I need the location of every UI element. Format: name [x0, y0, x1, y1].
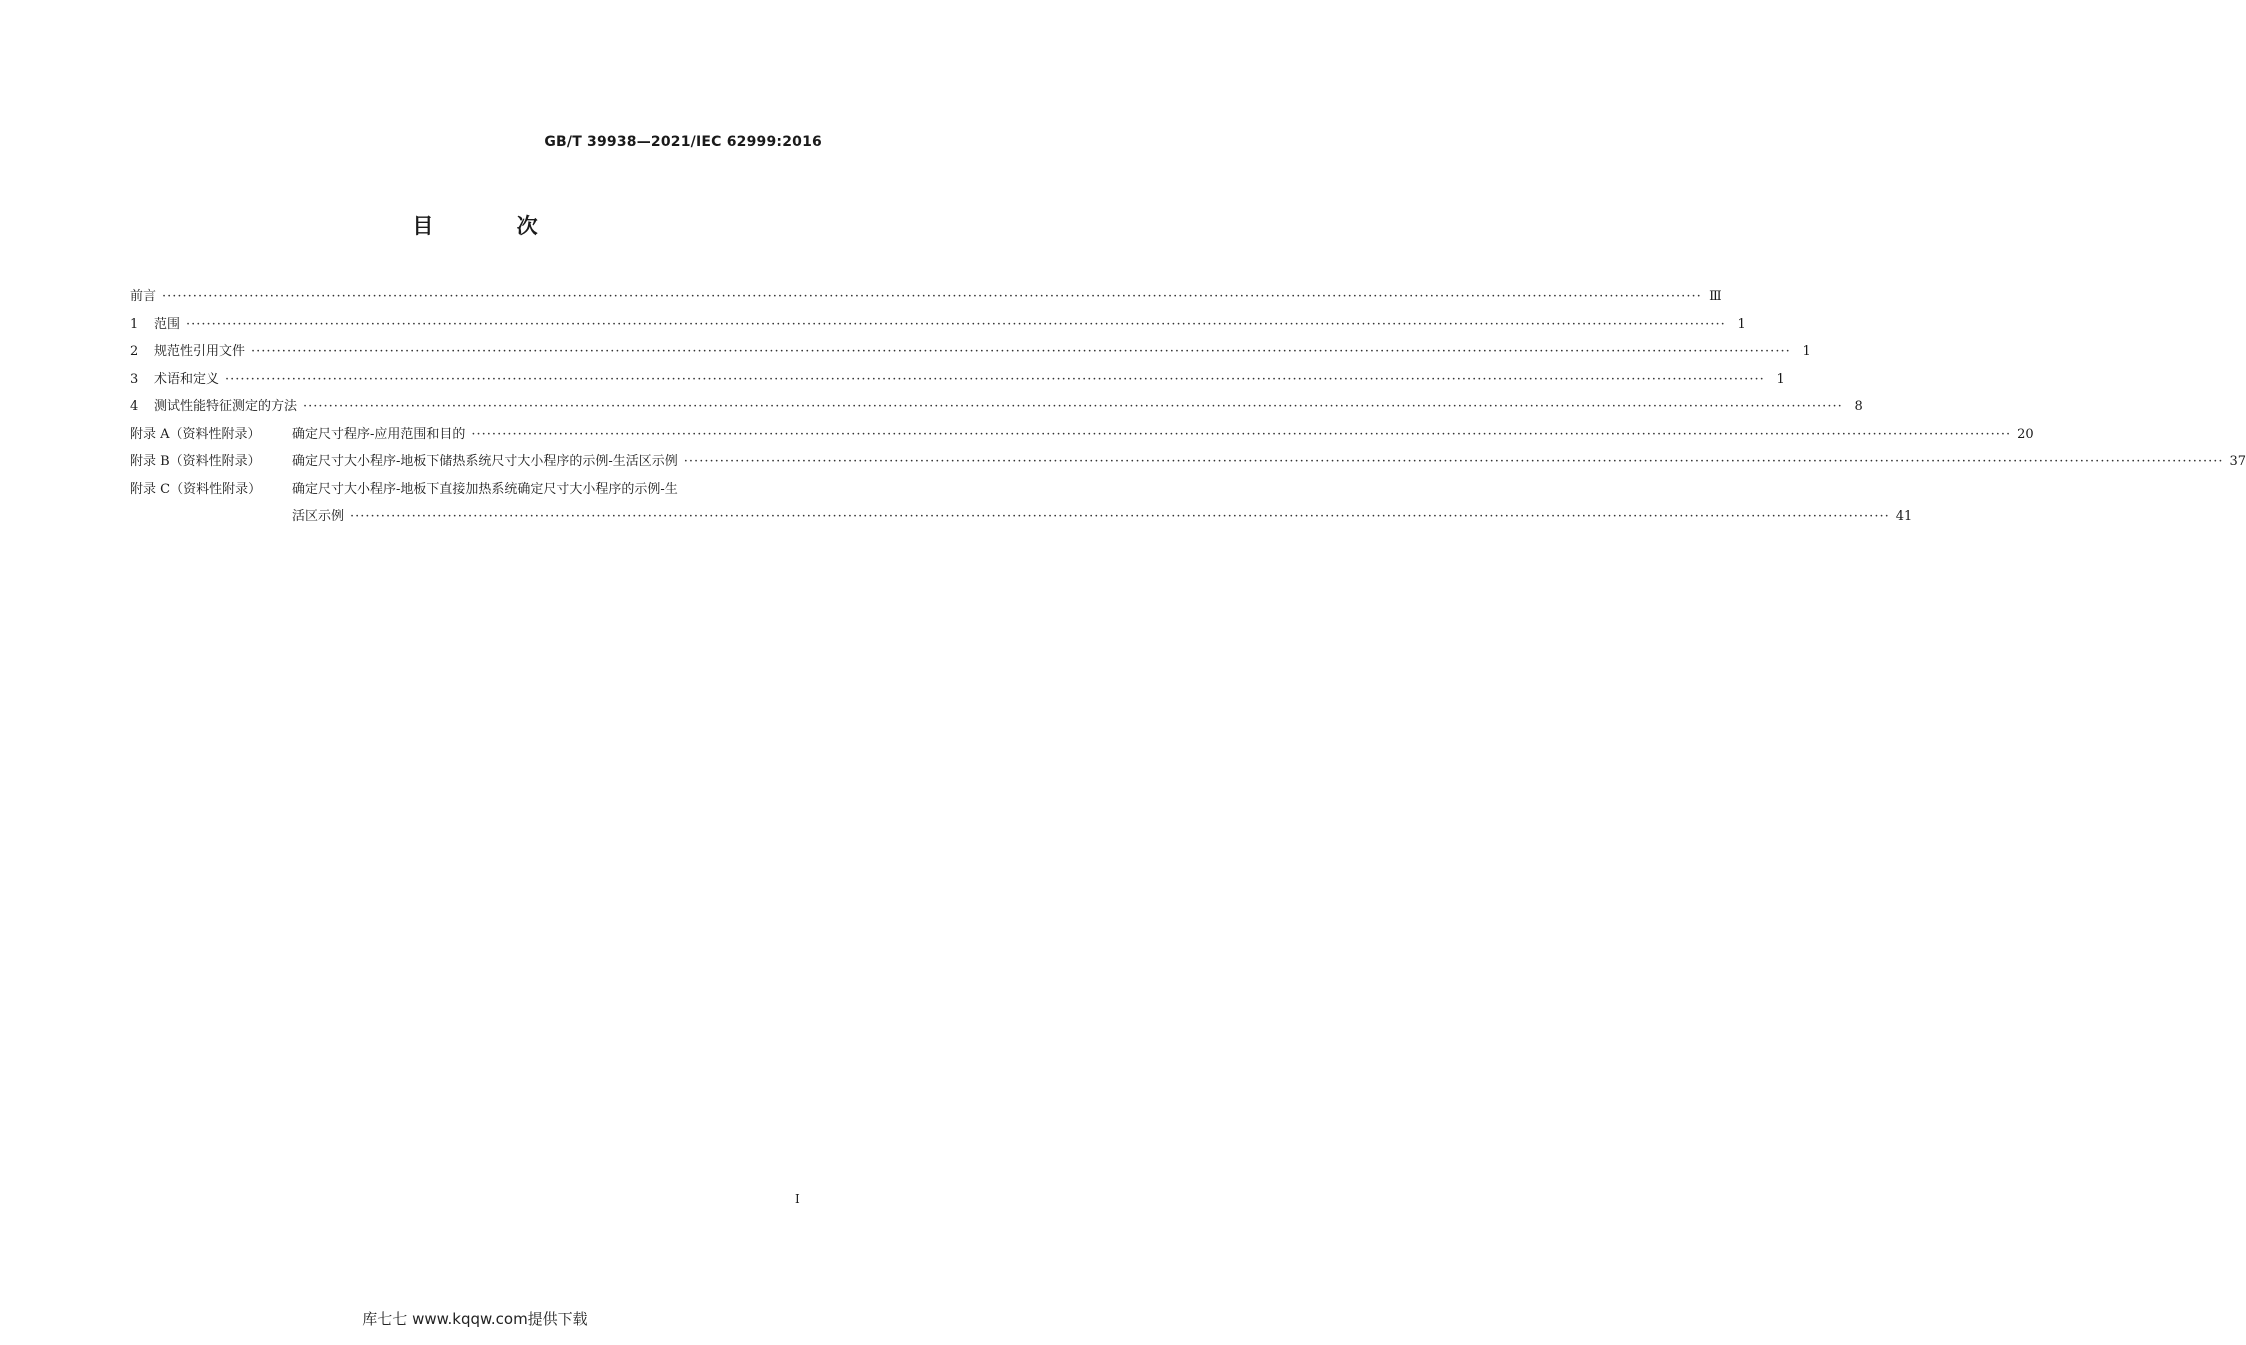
toc-entry-annex-c[interactable] [130, 478, 820, 506]
toc-entry-label: 确定尺寸大小程序-地板下直接加热系统确定尺寸大小程序的示例-生 [292, 481, 678, 497]
toc-entry-page: 20 [2017, 426, 2034, 442]
toc-entry-page: 1 [1737, 316, 1746, 332]
toc-entry-page: Ⅲ [1709, 289, 1722, 304]
toc-leader-dots: ············································································································································································································································································································ [162, 289, 1702, 304]
toc-entry-number: 2 [130, 344, 139, 359]
toc-leader-dots: ············································································································································································································································································································ [225, 371, 1765, 387]
toc-entry-label: 范围 [154, 316, 181, 332]
toc-entry-label: 前言 [130, 289, 157, 304]
toc-entry-scope[interactable] [130, 313, 1746, 341]
page-number: I [795, 1192, 800, 1206]
toc-leader-dots: ············································································································································································································································································································ [350, 509, 1890, 524]
toc-leader-dots: ············································································································································································································································································································ [683, 454, 2224, 469]
toc-entry-annex-c-continued[interactable] [130, 505, 1913, 533]
toc-leader-dots: ············································································································································································································································································································ [303, 399, 1843, 414]
toc-entry-page: 8 [1854, 399, 1863, 414]
toc-leader-dots: ············································································································································································································································································································ [251, 344, 1791, 359]
toc-entry-number: 4 [130, 399, 139, 414]
toc-entry-page: 41 [1895, 509, 1913, 524]
annex-prefix: 附录 A（资料性附录） [130, 426, 261, 442]
footer-watermark: 库七七 www.kqqw.com提供下载 [362, 1310, 588, 1328]
annex-prefix: 附录 B（资料性附录） [130, 454, 261, 469]
toc-entry-normative-references[interactable] [130, 340, 1811, 368]
toc-leader-dots: ············································································································································································································································································································ [186, 316, 1726, 332]
toc-entry-terms[interactable] [130, 368, 1785, 396]
toc-entry-label: 测试性能特征测定的方法 [154, 399, 298, 414]
toc-entry-annex-a[interactable] [130, 423, 2034, 451]
standard-code: GB/T 39938—2021/IEC 62999:2016 [544, 134, 822, 150]
toc-entry-label: 确定尺寸大小程序-地板下储热系统尺寸大小程序的示例-生活区示例 [292, 454, 678, 469]
toc-entry-label: 术语和定义 [154, 371, 220, 387]
toc-entry-annex-b[interactable] [130, 450, 2246, 478]
toc-entry-page: 37 [2229, 454, 2246, 469]
toc-leader-dots: ············································································································································································································································································································ [471, 426, 2012, 442]
toc-entry-page: 1 [1776, 371, 1785, 387]
toc-entry-label: 活区示例 [292, 509, 345, 524]
toc-entry-label: 确定尺寸程序-应用范围和目的 [292, 426, 466, 442]
table-of-contents [130, 285, 2246, 533]
toc-entry-test-methods[interactable] [130, 395, 1863, 423]
toc-entry-number: 3 [130, 371, 139, 387]
toc-entry-page: 1 [1802, 344, 1811, 359]
page-title: 目 次 [412, 214, 576, 238]
toc-entry-foreword[interactable] [130, 285, 1722, 313]
toc-entry-label: 规范性引用文件 [154, 344, 246, 359]
annex-prefix: 附录 C（资料性附录） [130, 481, 262, 497]
toc-entry-number: 1 [130, 316, 139, 332]
